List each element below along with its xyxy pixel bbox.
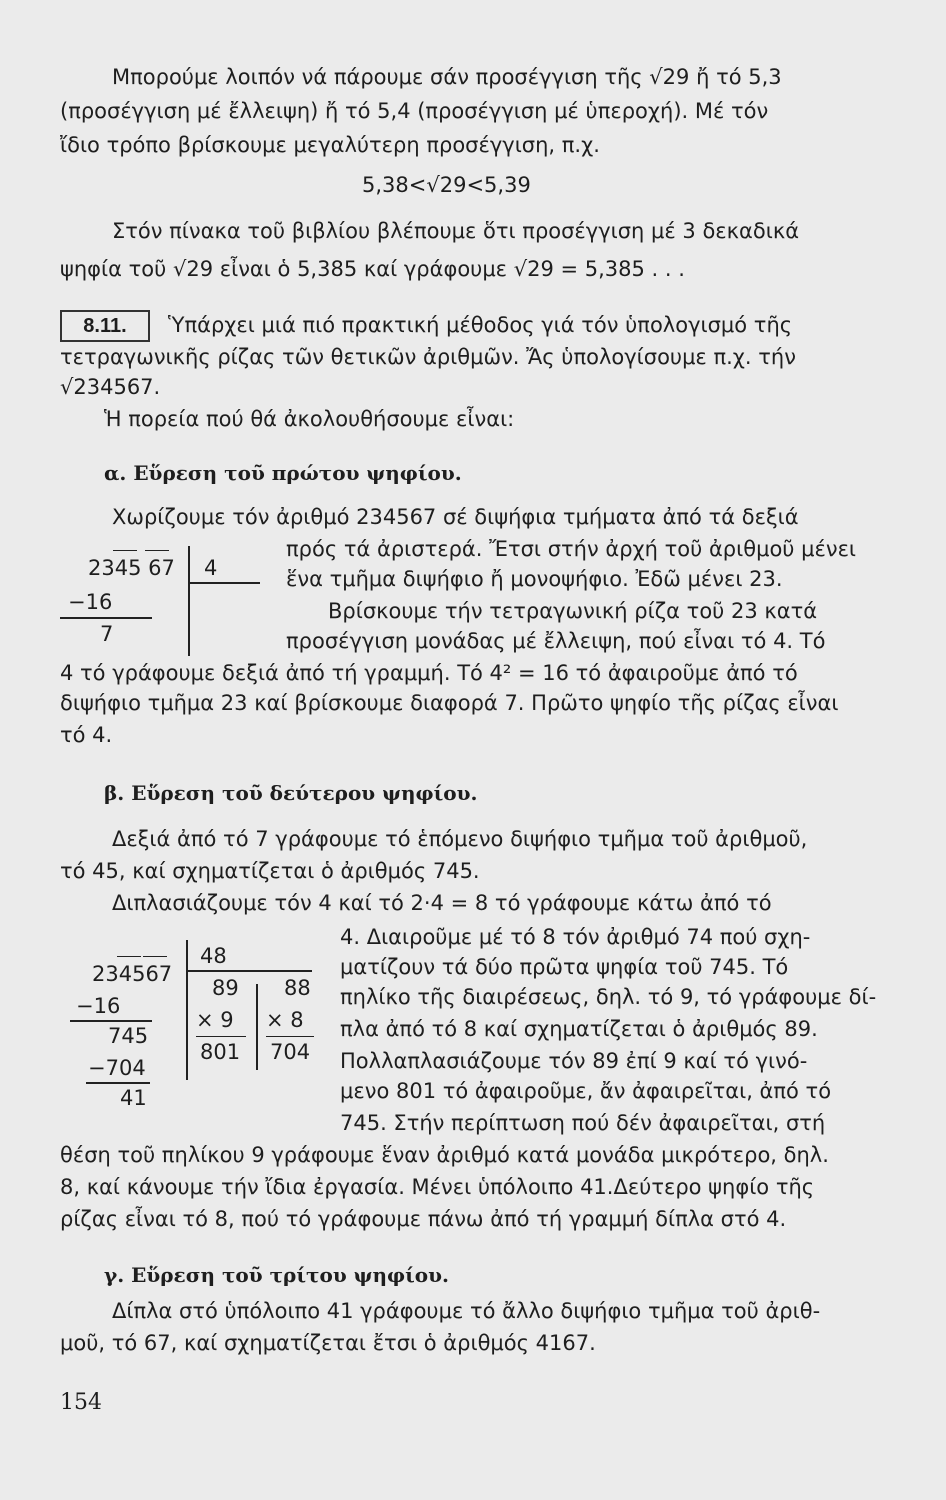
text-line: Ἡ πορεία πού θά ἀκολουθήσουμε εἶναι:: [104, 407, 515, 431]
text-line: 4 τό γράφουμε δεξιά ἀπό τή γραμμή. Τό 4² = 16 τό ἀφαιροῦμε ἀπό τό: [60, 661, 798, 685]
text-line: τό 4.: [60, 723, 113, 747]
text-line: Διπλασιάζουμε τόν 4 καί τό 2·4 = 8 τό γράφουμε κάτω ἀπό τό: [112, 891, 772, 915]
calc2-line: [70, 1020, 152, 1022]
group-mark: [113, 550, 137, 551]
group-mark: [117, 956, 141, 957]
text-line: τετραγωνικῆς ρίζας τῶν θετικῶν ἀριθμῶν. Ἄς ὑπολογίσουμε π.χ. τήν: [60, 345, 796, 369]
group-mark: [143, 956, 167, 957]
calc1-number: 2345 67: [88, 556, 175, 580]
text-line: Δίπλα στό ὑπόλοιπο 41 γράφουμε τό ἄλλο διψήφιο τμῆμα τοῦ ἀριθ-: [112, 1299, 821, 1323]
page-number: 154: [60, 1390, 102, 1415]
calc1-remainder: 7: [100, 622, 114, 646]
calc1-line: [60, 617, 152, 619]
heading-c: γ. Εὕρεση τοῦ τρίτου ψηφίου.: [104, 1263, 449, 1287]
calc2-sub1: −16: [76, 994, 121, 1018]
calc2-number: 234567: [92, 962, 173, 986]
text-line: ματίζουν τά δύο πρῶτα ψηφία τοῦ 745. Τό: [340, 955, 789, 979]
heading-a: α. Εὕρεση τοῦ πρώτου ψηφίου.: [104, 461, 462, 485]
calc2-root-line: [188, 970, 312, 972]
text-line: √234567.: [60, 375, 161, 399]
text-line: (προσέγγιση μέ ἔλλειψη) ἤ τό 5,4 (προσέγγιση μέ ὑπεροχή). Μέ τόν: [60, 99, 769, 123]
text-line: πλα ἀπό τό 8 καί σχηματίζεται ὁ ἀριθμός 89.: [340, 1017, 818, 1041]
text-line: ἴδιο τρόπο βρίσκουμε μεγαλύτερη προσέγγιση, π.χ.: [60, 133, 600, 157]
text-line: θέση τοῦ πηλίκου 9 γράφουμε ἕναν ἀριθμό κατά μονάδα μικρότερο, δηλ.: [60, 1143, 829, 1167]
calc1-root: 4: [204, 556, 218, 580]
group-mark: [145, 550, 169, 551]
calc1-subtrahend: −16: [68, 590, 113, 614]
heading-b: β. Εὕρεση τοῦ δεύτερου ψηφίου.: [104, 781, 478, 805]
text-line: Βρίσκουμε τήν τετραγωνική ρίζα τοῦ 23 κατά: [328, 599, 818, 623]
calc2-sub2: −704: [88, 1056, 146, 1080]
text-line: ἕνα τμῆμα διψήφιο ἤ μονοψήφιο. Ἐδῶ μένει 23.: [286, 567, 783, 591]
text-line: Δεξιά ἀπό τό 7 γράφουμε τό ἑπόμενο διψήφιο τμῆμα τοῦ ἀριθμοῦ,: [112, 827, 808, 851]
section-number: 8.11.: [60, 310, 150, 342]
text-line: Χωρίζουμε τόν ἀριθμό 234567 σέ διψήφια τμήματα ἀπό τά δεξιά: [112, 505, 799, 529]
text-line: Πολλαπλασιάζουμε τόν 89 ἐπί 9 καί τό γινό-: [340, 1049, 808, 1073]
calc2-divider: [186, 940, 188, 1080]
text-line: πηλίκο τῆς διαιρέσεως, δηλ. τό 9, τό γράφουμε δί-: [340, 985, 877, 1009]
text-line: 8, καί κάνουμε τήν ἴδια ἐργασία. Μένει ὑπόλοιπο 41.Δεύτερο ψηφίο τῆς: [60, 1175, 815, 1199]
text-line: μενο 801 τό ἀφαιροῦμε, ἄν ἀφαιρεῖται, ἀπό τό: [340, 1079, 832, 1103]
calc1-divider: [188, 546, 190, 656]
calc2-col1-b: × 9: [196, 1008, 234, 1032]
calc2-root: 48: [200, 944, 227, 968]
calc2-col2-b: × 8: [266, 1008, 304, 1032]
formula: 5,38<√29<5,39: [362, 173, 531, 197]
text-line: μοῦ, τό 67, καί σχηματίζεται ἔτσι ὁ ἀριθμός 4167.: [60, 1331, 596, 1355]
text-line: ψηφία τοῦ √29 εἶναι ὁ 5,385 καί γράφουμε √29 = 5,385 . . .: [60, 257, 685, 281]
calc2-line: [86, 1082, 150, 1084]
text-line: προσέγγιση μονάδας μέ ἔλλειψη, πού εἶναι τό 4. Τό: [286, 629, 826, 653]
calc2-col2-a: 88: [284, 976, 311, 1000]
calc2-col1-c: 801: [200, 1040, 241, 1064]
text-line: Μπορούμε λοιπόν νά πάρουμε σάν προσέγγιση τῆς √29 ἤ τό 5,3: [112, 65, 782, 89]
text-line: διψήφιο τμῆμα 23 καί βρίσκουμε διαφορά 7. Πρῶτο ψηφίο τῆς ρίζας εἶναι: [60, 691, 839, 715]
text-line: Στόν πίνακα τοῦ βιβλίου βλέπουμε ὅτι προσέγγιση μέ 3 δεκαδικά: [112, 219, 800, 243]
calc1-root-line: [190, 582, 260, 584]
calc2-r2: 41: [120, 1086, 147, 1110]
text-line: 4. Διαιροῦμε μέ τό 8 τόν ἀριθμό 74 πού σχη-: [340, 925, 811, 949]
calc2-col-divider: [256, 984, 258, 1070]
calc2-col1-a: 89: [212, 976, 239, 1000]
calc2-col2-line: [266, 1036, 314, 1037]
text-line: ρίζας εἶναι τό 8, πού τό γράφουμε πάνω ἀπό τή γραμμή δίπλα στό 4.: [60, 1207, 787, 1231]
calc2-r1: 745: [108, 1024, 149, 1048]
text-line: 745. Στήν περίπτωση πού δέν ἀφαιρεῖται, στή: [340, 1111, 826, 1135]
text-line: πρός τά ἀριστερά. Ἔτσι στήν ἀρχή τοῦ ἀριθμοῦ μένει: [286, 537, 857, 561]
text-line: τό 45, καί σχηματίζεται ὁ ἀριθμός 745.: [60, 859, 480, 883]
calc2-col1-line: [196, 1036, 246, 1037]
text-line: Ὑπάρχει μιά πιό πρακτική μέθοδος γιά τόν ὑπολογισμό τῆς: [168, 313, 793, 337]
calc2-col2-c: 704: [270, 1040, 311, 1064]
